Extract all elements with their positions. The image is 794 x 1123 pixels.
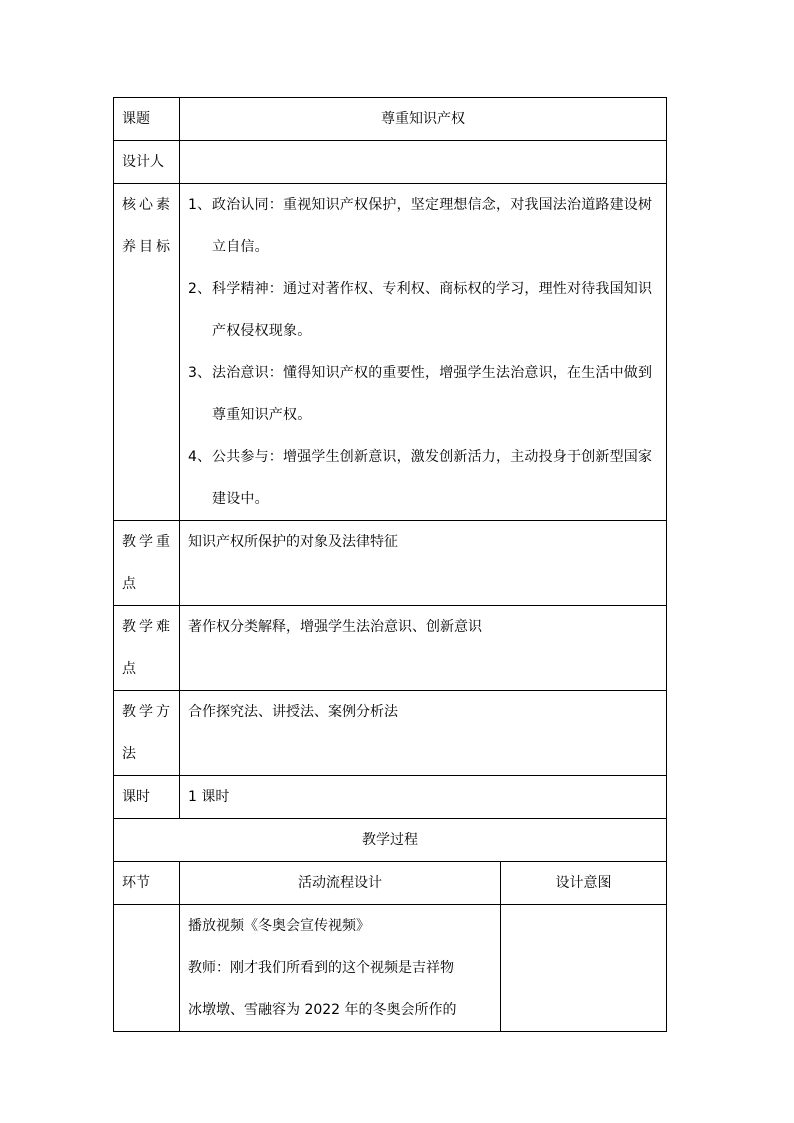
designer-row: [114, 141, 667, 184]
goal-item-1: 1、政治认同：重视知识产权保护，坚定理想信念，对我国法治道路建设树立自信。: [188, 197, 653, 255]
designer-value: [180, 141, 667, 184]
key-points-row: [114, 521, 667, 606]
goals-row: [114, 184, 667, 521]
activity-line: 播放视频《冬奥会宣传视频》: [188, 918, 370, 934]
difficulties-row: [114, 606, 667, 691]
designer-label: 设计人: [114, 141, 180, 184]
process-intent-cell: [501, 905, 667, 1032]
col-activity-header: 活动流程设计: [180, 862, 501, 905]
process-title: 教学过程: [114, 819, 667, 862]
difficulties-label: 教学难点: [114, 606, 180, 691]
key-points-value: 知识产权所保护的对象及法律特征: [180, 521, 667, 606]
process-header-row: [114, 862, 667, 905]
methods-label: 教学方法: [114, 691, 180, 776]
methods-value: 合作探究法、讲授法、案例分析法: [180, 691, 667, 776]
methods-row: [114, 691, 667, 776]
hours-row: [114, 776, 667, 819]
col-intent-header: 设计意图: [501, 862, 667, 905]
goal-item-2: 2、科学精神：通过对著作权、专利权、商标权的学习，理性对待我国知识产权侵权现象。: [188, 281, 653, 339]
goals-list: [180, 184, 667, 521]
topic-value: 尊重知识产权: [180, 98, 667, 141]
topic-row: [114, 98, 667, 141]
process-title-row: [114, 819, 667, 862]
hours-value: 1 课时: [180, 776, 667, 819]
key-points-label: 教学重点: [114, 521, 180, 606]
process-activity-cell: [180, 905, 501, 1032]
col-stage-header: 环节: [114, 862, 180, 905]
goal-item-3: 3、法治意识：懂得知识产权的重要性，增强学生法治意识，在生活中做到尊重知识产权。: [188, 365, 653, 423]
goals-label: 核心素养目标: [114, 184, 180, 521]
activity-line: 教师：刚才我们所看到的这个视频是吉祥物: [188, 960, 454, 976]
activity-line: 冰墩墩、雪融容为 2022 年的冬奥会所作的: [188, 1002, 457, 1018]
process-stage-cell: [114, 905, 180, 1032]
goal-item-4: 4、公共参与：增强学生创新意识，激发创新活力，主动投身于创新型国家建设中。: [188, 449, 653, 507]
hours-label: 课时: [114, 776, 180, 819]
difficulties-value: 著作权分类解释，增强学生法治意识、创新意识: [180, 606, 667, 691]
topic-label: 课题: [114, 98, 180, 141]
process-row: [114, 905, 667, 1032]
lesson-plan-table: [113, 97, 667, 1032]
